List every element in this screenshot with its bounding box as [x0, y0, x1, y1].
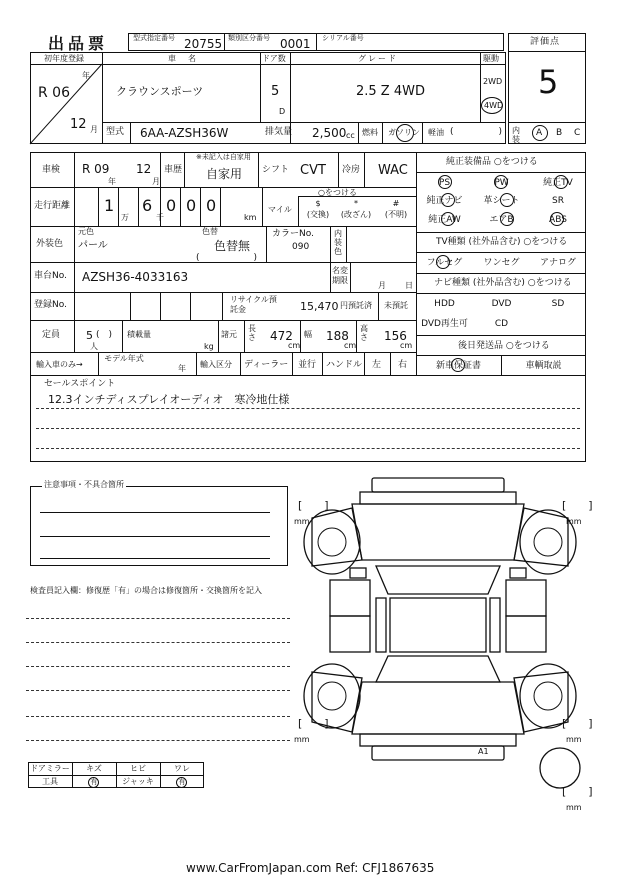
disp-label: 排気量: [265, 127, 293, 137]
kata-value: 20755: [184, 37, 223, 51]
recycle-unit: 円: [340, 301, 348, 310]
legend-tools: 工具: [42, 777, 58, 786]
width-value: 188: [326, 329, 349, 343]
first-reg-label: 初年度登録: [44, 54, 84, 63]
repaint-label: 色替: [202, 227, 218, 236]
interior-b: B: [556, 128, 563, 138]
legend-crack: ヒビ: [130, 764, 146, 773]
later-manual: 車輌取説: [525, 361, 562, 371]
legend-tools-circle: [88, 777, 99, 788]
ac-label: 冷房: [342, 165, 361, 175]
mileage-mile: マイル: [268, 205, 292, 214]
ruibetsu-value: 0001: [280, 37, 311, 51]
import-type-label: 輸入区分: [200, 360, 232, 369]
shaken-year-unit: 年: [108, 177, 116, 186]
grade-value: 2.5 Z 4WD: [356, 84, 425, 99]
mileage-digit: 6: [142, 196, 153, 215]
shaken-month-unit: 月: [152, 177, 160, 186]
kata-label: 型式指定番号: [133, 34, 175, 42]
history-value: 自家用: [206, 167, 243, 181]
legend-mirror: ドアミラー: [30, 764, 70, 773]
length-unit: cm: [288, 341, 301, 350]
import-label: 輸入車のみ→: [36, 360, 83, 369]
mileage-sen: 千: [156, 213, 164, 222]
equip-aw-circle: [441, 212, 455, 226]
later-warranty-circle: [451, 358, 465, 372]
shaken-label: 車検: [42, 165, 61, 175]
name-change-day: 日: [405, 281, 413, 290]
notes-label: 注意事項・不具合箇所: [44, 480, 124, 489]
later-warranty: 新車保証書: [435, 361, 481, 371]
mileage-digit: 0: [166, 196, 177, 215]
recycle-label: リサイクル預託金: [230, 295, 277, 314]
mileage-check-note: ○をつける: [318, 188, 357, 197]
name-label: 車 名: [168, 54, 198, 63]
equip-pw-circle: [494, 175, 508, 189]
recycle-status-deposited: 預託済: [348, 301, 372, 310]
tv-header: TV種類 (社外品含む) ○をつける: [436, 237, 568, 247]
tire-mm-rl: mm: [294, 735, 310, 744]
tamper-label: (改ざん): [340, 210, 372, 219]
year-unit: 年: [82, 71, 90, 80]
load-unit: kg: [204, 342, 214, 351]
doors-value: 5: [271, 84, 280, 99]
fuel-gasoline: ガソリン: [388, 128, 420, 137]
legend-jack-circle: [176, 777, 187, 788]
equip-airbag-circle: [500, 212, 514, 226]
tire-mm-fr: mm: [566, 517, 582, 526]
mileage-km: km: [244, 213, 257, 222]
footer-ref: www.CarFromJapan.com Ref: CFJ1867635: [186, 861, 435, 875]
drive-2wd: 2WD: [483, 77, 503, 86]
damage-a1: A1: [478, 747, 489, 756]
tamper-symbol: *: [354, 199, 358, 208]
legend-scratch: キズ: [86, 764, 102, 773]
notes-box: [30, 486, 288, 566]
equip-leather-circle: [500, 193, 514, 207]
model-label: 型式: [106, 127, 125, 137]
shift-label: シフト: [262, 165, 290, 175]
model-year-label: モデル年式: [104, 354, 144, 363]
int-color-label: 内装色: [334, 229, 342, 256]
tire-bracket-rr: [ ]: [562, 717, 593, 730]
mileage-digit: 0: [206, 196, 217, 215]
inspector-label: 検査員記入欄：修復歴「有」の場合は修復箇所・交換箇所を記入: [30, 586, 262, 595]
tire-bracket-spare: [ ]: [562, 785, 593, 798]
chassis-value: AZSH36-4033163: [82, 270, 189, 284]
fuel-bracket: ( ): [450, 127, 503, 137]
color-no-label: カラーNo.: [272, 229, 314, 239]
equip-tv-circle: [554, 175, 568, 189]
first-reg-era: R 06: [38, 85, 70, 101]
month-unit: 月: [90, 125, 98, 134]
ac-value: WAC: [378, 163, 408, 178]
height-unit: cm: [400, 341, 413, 350]
import-parallel: 並行: [298, 360, 317, 370]
color-no: 090: [292, 242, 310, 252]
handle-left: 左: [372, 360, 382, 370]
capacity-value: 5: [86, 329, 93, 342]
height-value: 156: [384, 329, 407, 343]
equip-aw: 純正AW: [428, 215, 461, 225]
reg-no-label: 登録No.: [34, 300, 67, 310]
tv-analog: アナログ: [539, 258, 576, 268]
recycle-value: 15,470: [300, 300, 339, 313]
interior-c: C: [574, 128, 581, 138]
navi-cd: CD: [494, 319, 509, 329]
tv-fullseg-circle: [436, 255, 450, 269]
interior-a: A: [536, 128, 543, 138]
equip-ps: PS: [438, 178, 451, 188]
length-label: 長さ: [248, 324, 256, 342]
equip-navi: 純正ナビ: [426, 196, 463, 206]
repaint-bracket: ( ): [196, 253, 258, 263]
legend-tools-yes: 有: [90, 778, 98, 786]
first-reg-month: 12: [70, 117, 87, 132]
history-label: 車歴: [164, 165, 183, 175]
drive-label: 駆動: [483, 54, 499, 63]
exchange-label: (交換): [306, 210, 330, 219]
load-label: 積載量: [127, 330, 151, 339]
disp-value: 2,500: [312, 126, 347, 140]
legend-break: ワレ: [174, 764, 190, 773]
height-label: 高さ: [360, 324, 368, 342]
later-header: 後日発送品 ○をつける: [458, 341, 550, 351]
navi-dvd: DVD: [491, 299, 512, 309]
width-unit: cm: [344, 341, 357, 350]
shift-value: CVT: [300, 163, 326, 178]
navi-header: ナビ種類 (社外品含む) ○をつける: [434, 278, 572, 288]
orig-color-label: 元色: [78, 227, 94, 236]
sales-label: セールスポイント: [44, 379, 116, 389]
mileage-man: 万: [121, 213, 129, 222]
legend-jack-yes: 有: [178, 778, 186, 786]
drive-4wd-circle: [481, 97, 503, 114]
width-label: 幅: [304, 330, 312, 339]
shaken-month: 12: [136, 162, 152, 176]
equip-sr: SR: [552, 196, 564, 206]
score-label: 評価点: [530, 37, 561, 47]
tv-fullseg: フルセグ: [426, 258, 463, 268]
tire-bracket-rl: [ ]: [298, 717, 329, 730]
name-change-month: 月: [378, 281, 386, 290]
car-name: クラウンスポーツ: [116, 85, 204, 98]
mileage-label: 走行距離: [34, 201, 71, 211]
chassis-label: 車台No.: [34, 271, 67, 281]
mileage-digit: 0: [186, 196, 197, 215]
name-change-label: 名変期限: [332, 266, 348, 285]
shaken-era: R 09: [82, 162, 110, 176]
mileage-digit: 1: [104, 196, 115, 215]
ruibetsu-label: 類別区分番号: [228, 34, 270, 42]
tire-bracket-fl: [ ]: [298, 499, 329, 512]
fuel-light-oil: 軽油: [428, 128, 444, 137]
exchange-symbol: $: [315, 199, 321, 208]
fuel-circle: [396, 124, 414, 142]
interior-a-circle: [532, 125, 548, 141]
genuine-header: 純正装備品 ○をつける: [446, 157, 538, 167]
interior-label: 内装: [512, 126, 520, 144]
recycle-status-undeposited: 未預託: [384, 301, 408, 310]
unknown-symbol: #: [392, 199, 400, 208]
length-value: 472: [270, 329, 293, 343]
history-note: ※未記入は自家用: [196, 153, 251, 161]
handle-right: 右: [398, 360, 408, 370]
model-value: 6AA-AZSH36W: [140, 126, 229, 140]
tire-mm-fl: mm: [294, 517, 310, 526]
navi-hdd: HDD: [434, 299, 455, 309]
tire-bracket-fr: [ ]: [562, 499, 593, 512]
equip-ps-circle: [438, 175, 452, 189]
import-dealer: ディーラー: [244, 360, 289, 370]
equip-leather: 革シート: [483, 196, 520, 206]
capacity-label: 定員: [42, 330, 61, 340]
form-title: 出品票: [48, 34, 109, 53]
equip-navi-circle: [441, 193, 455, 207]
grade-label: グレード: [358, 54, 398, 63]
doors-sub: D: [279, 107, 286, 116]
car-diagram: [290, 470, 590, 770]
equip-airbag: エアB: [489, 215, 514, 225]
legend-jack: ジャッキ: [122, 777, 154, 786]
tire-mm-spare: mm: [566, 803, 582, 812]
navi-dvd-play: DVD再生可: [421, 319, 468, 329]
serial-label: シリアル番号: [322, 34, 364, 42]
disp-unit: cc: [346, 131, 355, 140]
doors-label: ドア数: [262, 54, 286, 63]
equip-tv: 純正TV: [543, 178, 573, 188]
capacity-paren: ( ): [96, 330, 113, 340]
tire-mm-rr: mm: [566, 735, 582, 744]
equip-abs-circle: [550, 212, 564, 226]
equip-abs: ABS: [549, 215, 567, 225]
repaint-value: 色替無: [214, 239, 251, 253]
model-year-unit: 年: [178, 364, 186, 373]
handle-label: ハンドル: [326, 360, 363, 370]
fuel-label: 燃料: [362, 128, 378, 137]
score-value: 5: [538, 63, 559, 101]
navi-sd: SD: [551, 299, 565, 309]
sales-text: 12.3インチディスプレイオーディオ 寒冷地仕様: [48, 393, 290, 406]
color-label: 外装色: [36, 239, 64, 249]
tv-oneseg: ワンセグ: [483, 258, 520, 268]
orig-color: パール: [78, 240, 108, 251]
dimensions-label: 諸元: [221, 330, 237, 339]
equip-pw: PW: [494, 178, 509, 188]
unknown-label: (不明): [384, 210, 408, 219]
drive-4wd: 4WD: [484, 101, 504, 110]
capacity-unit: 人: [90, 342, 98, 351]
